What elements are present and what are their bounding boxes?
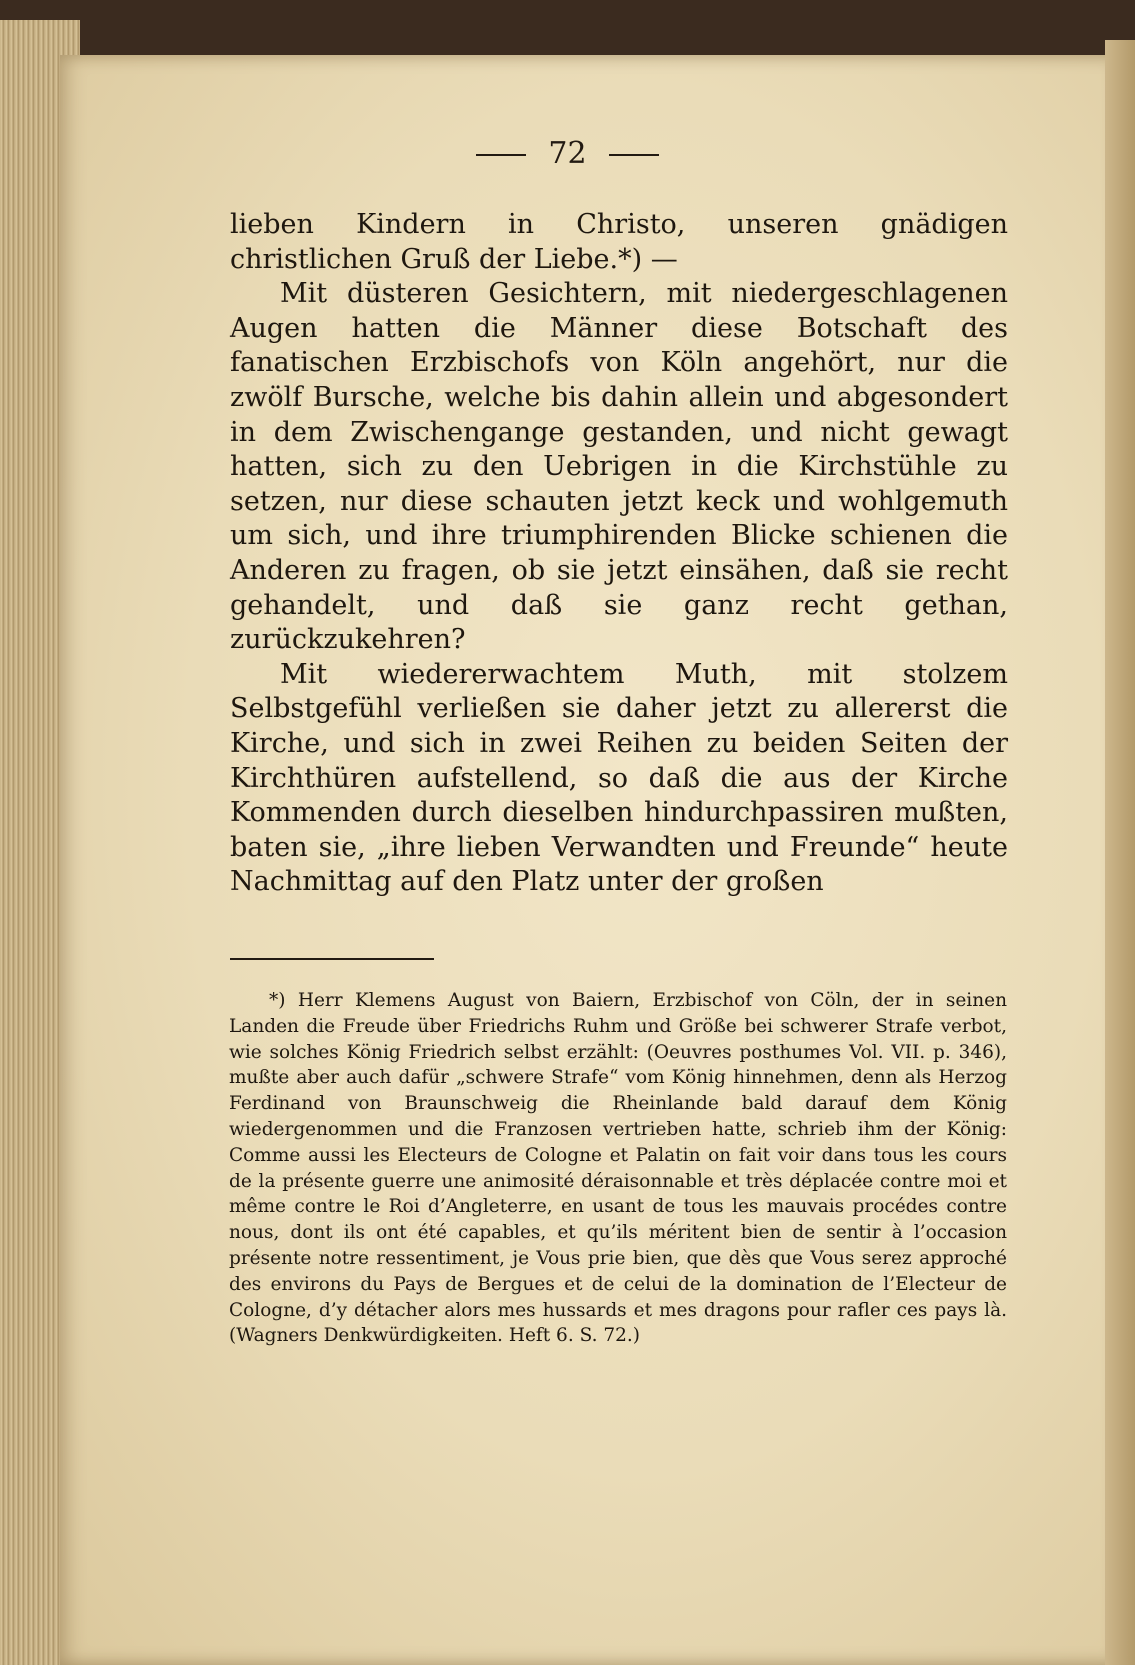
body-text — [230, 208, 1008, 900]
footnote — [229, 988, 1007, 1349]
footnote-text: *) Herr Klemens August von Baiern, Erzbischof von Cöln, der in seinen Landen die Freude über Friedrichs Ruhm und Größe bei schwerer Strafe verbot, wie solches König Friedrich selbst erzählt: (Oeuvres posthumes Vol. VII. p. 346), mußte aber auch dafür „schwere Strafe“ vom König hinnehmen, denn als Herzog Ferdinand von Braunschweig die Rheinlande bald darauf dem König wiedergenommen und die Franzosen vertrieben hatte, schrieb ihm der König: Comme aussi les Electeurs de Cologne et Palatin on fait voir dans tous les cours de la présente guerre une animosité déraisonnable et très déplacée contre moi et même contre le Roi d’Angleterre, en usant de tous les mauvais procédes contre nous, dont ils ont été capables, et qu’ils méritent bien de sentir à l’occasion présente notre ressentiment, je Vous prie bien, que dès que Vous serez approché des environs du Pays de Bergues et de celui de la domination de l’Electeur de Cologne, d’y détacher alors mes hussards et mes dragons pour rafler ces pays là. (Wagners Denkwürdigkeiten. Heft 6. S. 72.) — [229, 990, 1007, 1347]
header-rule-right — [609, 154, 659, 156]
page-right-edge — [1105, 40, 1135, 1665]
paragraph-continuation: lieben Kindern in Christo, unseren gnädigen christlichen Gruß der Liebe.*) — — [230, 209, 1008, 275]
page-number: 72 — [548, 136, 587, 171]
page-header — [0, 136, 1135, 171]
paragraph: Mit wiedererwachtem Muth, mit stolzem Selbstgefühl verließen sie daher jetzt zu allererst die Kirche, und sich in zwei Reihen zu beiden Seiten der Kirchthüren aufstellend, so daß die aus der Kirche Kommenden durch dieselben hindurchpassiren mußten, baten sie, „ihre lieben Verwandten und Freunde“ heute Nachmittag auf den Platz unter der großen — [230, 658, 1008, 898]
paragraph: Mit düsteren Gesichtern, mit niedergeschlagenen Augen hatten die Männer diese Botschaft des fanatischen Erzbischofs von Köln angehört, nur die zwölf Bursche, welche bis dahin allein und abgesondert in dem Zwischengange gestanden, und nicht gewagt hatten, sich zu den Uebrigen in die Kirchstühle zu setzen, nur diese schauten jetzt keck und wohlgemuth um sich, und ihre triumphirenden Blicke schienen die Anderen zu fragen, ob sie jetzt einsähen, daß sie recht gehandelt, und daß sie ganz recht gethan, zurückzukehren? — [230, 278, 1008, 656]
footnote-rule — [230, 958, 434, 960]
header-rule-left — [476, 154, 526, 156]
